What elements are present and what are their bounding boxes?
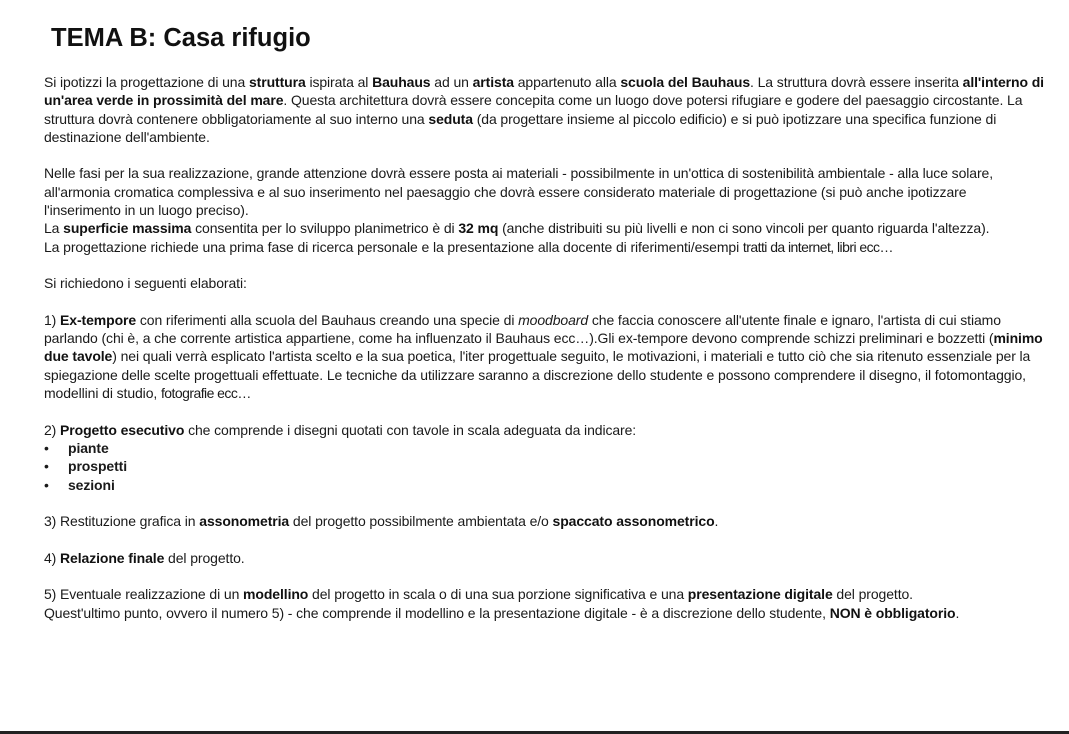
materials-paragraph: Nelle fasi per la sua realizzazione, grande attenzione dovrà essere posta ai materiali - possibilmente in un'ottica di sostenibilità ambientale - alla luce solare, all'armonia cromatica complessiva e al suo inserimento nel paesaggio che dovrà essere considerato materiale di progettazione (si può anche ipotizzare l'inserimento in un luogo preciso).	[44, 165, 994, 219]
item-5-modellino: 5) Eventuale realizzazione di un modellino del progetto in scala o di una sua porzione significativa e una presentazione digitale del progetto.	[44, 586, 913, 603]
list-item: • sezioni	[44, 476, 1044, 494]
item-4-relazione: 4) Relazione finale del progetto.	[44, 549, 245, 566]
page-title: TEMA B: Casa rifugio	[51, 24, 311, 52]
list-item: • prospetti	[44, 457, 1044, 475]
requirements-heading: Si richiedono i seguenti elaborati:	[44, 275, 247, 292]
surface-paragraph: La superficie massima consentita per lo sviluppo planimetrico è di 32 mq (anche distribuiti su più livelli e non ci sono vincoli per quanto riguarda l'altezza).	[44, 220, 990, 237]
document-body	[44, 73, 1044, 622]
research-paragraph: La progettazione richiede una prima fase di ricerca personale e la presentazione alla docente di riferimenti/esempi tratti da internet, libri ecc…	[44, 238, 893, 255]
intro-paragraph: Si ipotizzi la progettazione di una struttura ispirata al Bauhaus ad un artista appartenuto alla scuola del Bauhaus. La struttura dovrà essere inserita all'interno di un'area verde in prossimità del mare. Questa architettura dovrà essere concepita come un luogo dove potersi rifugiare e godere del paesaggio circostante. La struttura dovrà contenere obbligatoriamente al suo interno una seduta (da progettare insieme al piccolo edificio) e si può ipotizzare una specifica funzione di destinazione dell'ambiente.	[44, 74, 1044, 145]
item-3-assonometria: 3) Restituzione grafica in assonometria del progetto possibilmente ambientata e/o spaccato assonometrico.	[44, 513, 719, 530]
item-5-note: Quest'ultimo punto, ovvero il numero 5) - che comprende il modellino e la presentazione digitale - è a discrezione dello studente, NON è obbligatorio.	[44, 604, 960, 621]
drawing-list	[44, 439, 1044, 494]
item-1-ex-tempore: 1) Ex-tempore con riferimenti alla scuola del Bauhaus creando una specie di moodboard che faccia conoscere all'utente finale e ignaro, l'artista di cui stiamo parlando (chi è, a che corrente artistica appartiene, come ha influenzato il Bauhaus ecc…).Gli ex-tempore devono comprende schizzi preliminari e bozzetti (minimo due tavole) nei quali verrà esplicato l'artista scelto e la sua poetica, l'iter progettuale seguito, le motivazioni, i materiali e tutto ciò che sia ritenuto essenziale per la spiegazione delle scelte progettuali effettuate. Le tecniche da utilizzare saranno a discrezione dello studente e possono comprendere il disegno, il fotomontaggio, modellini di studio, fotografie ecc…	[44, 311, 1043, 402]
item-2-progetto-esecutivo: 2) Progetto esecutivo che comprende i disegni quotati con tavole in scala adeguata da indicare:	[44, 421, 637, 438]
list-item: • piante	[44, 439, 1044, 457]
